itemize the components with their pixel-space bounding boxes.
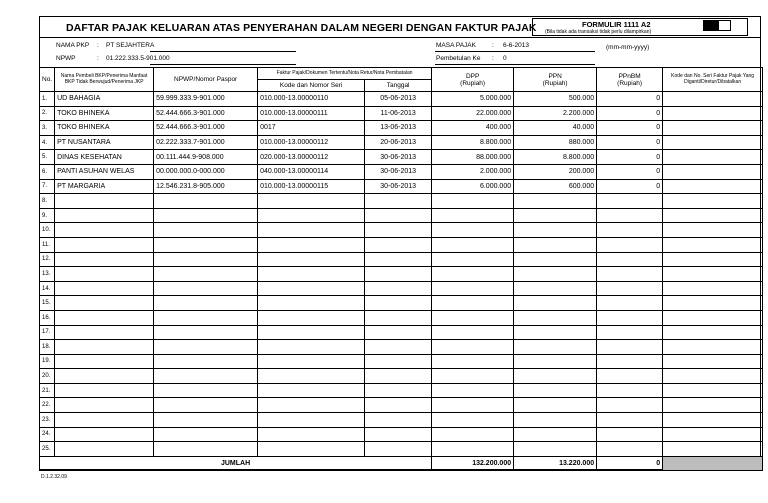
cell-seri xyxy=(663,413,763,428)
cell-npwp xyxy=(154,340,258,355)
cell-kode xyxy=(258,413,365,428)
cell-no: 3. xyxy=(40,121,55,136)
cell-ppn: 8.800.000 xyxy=(514,150,597,165)
cell-seri xyxy=(663,237,763,252)
cell-ppnbm xyxy=(597,194,663,209)
cell-no: 5. xyxy=(40,150,55,165)
nama-pkp-label: NAMA PKP xyxy=(56,42,90,49)
table-row xyxy=(40,310,763,325)
cell-kode: 0017 xyxy=(258,121,365,136)
cell-seri xyxy=(663,223,763,238)
cell-tanggal xyxy=(365,267,432,282)
cell-ppnbm xyxy=(597,237,663,252)
cell-npwp xyxy=(154,237,258,252)
cell-dpp xyxy=(432,208,514,223)
cell-dpp xyxy=(432,237,514,252)
cell-dpp xyxy=(432,223,514,238)
cell-tanggal xyxy=(365,208,432,223)
cell-npwp: 52.444.666.3-901.000 xyxy=(154,121,258,136)
cell-ppnbm xyxy=(597,369,663,384)
colon: : xyxy=(492,55,494,62)
cell-npwp: 12.546.231.8-905.000 xyxy=(154,179,258,194)
cell-npwp xyxy=(154,369,258,384)
cell-dpp xyxy=(432,296,514,311)
table-row xyxy=(40,164,763,179)
cell-ppnbm xyxy=(597,383,663,398)
table-row xyxy=(40,281,763,296)
cell-kode: 020.000-13.00000112 xyxy=(258,150,365,165)
cell-ppnbm: 0 xyxy=(597,135,663,150)
cell-no: 8. xyxy=(40,194,55,209)
total-label: JUMLAH xyxy=(40,456,432,471)
cell-no: 19. xyxy=(40,354,55,369)
cell-ppnbm xyxy=(597,281,663,296)
page-title: DAFTAR PAJAK KELUARAN ATAS PENYERAHAN DALAM NEGERI DENGAN FAKTUR PAJAK xyxy=(66,22,537,34)
cell-seri xyxy=(663,281,763,296)
masa-pajak-underline xyxy=(435,51,595,52)
cell-nama xyxy=(55,252,154,267)
dpp-unit: (Rupiah) xyxy=(460,79,486,87)
cell-no: 11. xyxy=(40,237,55,252)
table-row xyxy=(40,106,763,121)
cell-seri xyxy=(663,92,763,107)
cell-no: 6. xyxy=(40,164,55,179)
cell-tanggal: 11-06-2013 xyxy=(365,106,432,121)
col-ppn-header xyxy=(514,68,597,92)
cell-no: 23. xyxy=(40,413,55,428)
cell-nama xyxy=(55,325,154,340)
page-indicator-filled xyxy=(703,20,718,31)
ppn-label: PPN xyxy=(548,72,562,80)
table-row xyxy=(40,413,763,428)
cell-ppnbm xyxy=(597,208,663,223)
cell-dpp: 22.000.000 xyxy=(432,106,514,121)
cell-seri xyxy=(663,164,763,179)
cell-ppn: 200.000 xyxy=(514,164,597,179)
ppnbm-label: PPnBM xyxy=(618,72,641,80)
cell-ppn: 2.200.000 xyxy=(514,106,597,121)
table-row xyxy=(40,121,763,136)
cell-no: 7. xyxy=(40,179,55,194)
table-row xyxy=(40,442,763,457)
col-kode-seri-header: Kode dan No. Seri Faktur Pajak Yang Diganti/Diretur/Dibatalkan xyxy=(663,68,763,92)
cell-tanggal xyxy=(365,223,432,238)
col-npwp-header: NPWP/Nomor Paspor xyxy=(154,68,258,92)
table-row xyxy=(40,208,763,223)
cell-ppnbm xyxy=(597,413,663,428)
colon: : xyxy=(97,42,99,49)
cell-tanggal xyxy=(365,442,432,457)
cell-dpp: 8.800.000 xyxy=(432,135,514,150)
faktur-table xyxy=(39,67,763,471)
cell-seri xyxy=(663,427,763,442)
cell-no: 24. xyxy=(40,427,55,442)
npwp-label: NPWP xyxy=(56,55,76,62)
cell-ppnbm xyxy=(597,325,663,340)
pembetulan-underline xyxy=(435,64,595,65)
nama-pkp-value: PT SEJAHTERA xyxy=(106,42,155,49)
cell-ppnbm: 0 xyxy=(597,106,663,121)
cell-seri xyxy=(663,296,763,311)
cell-ppn xyxy=(514,252,597,267)
cell-ppn xyxy=(514,340,597,355)
cell-seri xyxy=(663,340,763,355)
col-kode-header: Kode dan Nomor Seri xyxy=(258,80,365,92)
cell-npwp: 59.999.333.9-901.000 xyxy=(154,92,258,107)
cell-seri xyxy=(663,310,763,325)
cell-npwp xyxy=(154,398,258,413)
cell-ppn xyxy=(514,296,597,311)
table-row xyxy=(40,92,763,107)
table-row xyxy=(40,398,763,413)
cell-dpp xyxy=(432,427,514,442)
cell-nama: TOKO BHINEKA xyxy=(55,121,154,136)
cell-no: 1. xyxy=(40,92,55,107)
cell-nama xyxy=(55,208,154,223)
cell-ppn xyxy=(514,369,597,384)
table-row xyxy=(40,150,763,165)
cell-seri xyxy=(663,325,763,340)
cell-npwp xyxy=(154,310,258,325)
cell-seri xyxy=(663,121,763,136)
cell-dpp xyxy=(432,442,514,457)
cell-dpp xyxy=(432,267,514,282)
dpp-label: DPP xyxy=(465,72,480,80)
cell-npwp xyxy=(154,194,258,209)
cell-no: 4. xyxy=(40,135,55,150)
col-nama-header: Nama Pembeli BKP/Penerima Manfaat BKP Tidak Berwujud/Penerima JKP xyxy=(55,68,154,92)
cell-kode xyxy=(258,398,365,413)
cell-ppn: 880.000 xyxy=(514,135,597,150)
table-row xyxy=(40,179,763,194)
cell-kode xyxy=(258,340,365,355)
total-empty-cell xyxy=(663,456,763,471)
table-row xyxy=(40,427,763,442)
cell-ppn xyxy=(514,442,597,457)
cell-ppnbm xyxy=(597,427,663,442)
form-code: D.1.2.32.09 xyxy=(41,474,67,480)
cell-tanggal: 13-06-2013 xyxy=(365,121,432,136)
cell-ppnbm: 0 xyxy=(597,150,663,165)
cell-ppn xyxy=(514,208,597,223)
cell-ppn xyxy=(514,427,597,442)
cell-seri xyxy=(663,442,763,457)
cell-ppnbm: 0 xyxy=(597,92,663,107)
cell-tanggal xyxy=(365,369,432,384)
cell-tanggal xyxy=(365,281,432,296)
ppn-unit: (Rupiah) xyxy=(542,79,568,87)
npwp-underline xyxy=(150,64,296,65)
masa-pajak-value: 6-6-2013 xyxy=(503,42,530,49)
col-dpp-header xyxy=(432,68,514,92)
cell-npwp: 00.000.000.0-000.000 xyxy=(154,164,258,179)
cell-nama: DINAS KESEHATAN xyxy=(55,150,154,165)
cell-ppnbm xyxy=(597,296,663,311)
cell-npwp xyxy=(154,442,258,457)
cell-ppn: 40.000 xyxy=(514,121,597,136)
cell-ppn xyxy=(514,223,597,238)
pembetulan-value: 0 xyxy=(503,55,507,62)
cell-no: 13. xyxy=(40,267,55,282)
cell-nama xyxy=(55,267,154,282)
cell-nama xyxy=(55,354,154,369)
cell-npwp xyxy=(154,427,258,442)
header-divider xyxy=(39,37,761,38)
cell-seri xyxy=(663,135,763,150)
cell-kode xyxy=(258,369,365,384)
cell-npwp: 52.444.666.3-901.000 xyxy=(154,106,258,121)
pembetulan-label: Pembetulan Ke xyxy=(436,55,481,62)
cell-nama xyxy=(55,296,154,311)
cell-ppnbm xyxy=(597,223,663,238)
formulir-title: FORMULIR 1111 A2 xyxy=(582,20,651,29)
cell-dpp: 6.000.000 xyxy=(432,179,514,194)
cell-seri xyxy=(663,150,763,165)
cell-npwp xyxy=(154,208,258,223)
cell-ppnbm xyxy=(597,354,663,369)
cell-no: 17. xyxy=(40,325,55,340)
cell-npwp xyxy=(154,252,258,267)
cell-seri xyxy=(663,252,763,267)
cell-no: 14. xyxy=(40,281,55,296)
cell-npwp: 00.111.444.9-908.000 xyxy=(154,150,258,165)
masa-pajak-label: MASA PAJAK xyxy=(436,42,476,49)
cell-no: 18. xyxy=(40,340,55,355)
cell-seri xyxy=(663,354,763,369)
cell-kode xyxy=(258,325,365,340)
cell-kode: 010.000-13.00000111 xyxy=(258,106,365,121)
cell-no: 10. xyxy=(40,223,55,238)
table-row xyxy=(40,369,763,384)
cell-no: 25. xyxy=(40,442,55,457)
cell-tanggal: 20-06-2013 xyxy=(365,135,432,150)
cell-dpp xyxy=(432,354,514,369)
cell-dpp xyxy=(432,281,514,296)
cell-ppn xyxy=(514,281,597,296)
table-row xyxy=(40,354,763,369)
total-ppnbm: 0 xyxy=(597,456,663,471)
cell-kode: 010.000-13.00000115 xyxy=(258,179,365,194)
cell-kode: 010.000-13.00000110 xyxy=(258,92,365,107)
cell-ppnbm: 0 xyxy=(597,121,663,136)
cell-nama xyxy=(55,383,154,398)
cell-tanggal xyxy=(365,194,432,209)
table-row xyxy=(40,223,763,238)
col-faktur-group-header: Faktur Pajak/Dokumen Tertentu/Nota Retur/Nota Pembatalan xyxy=(258,68,432,80)
cell-kode: 040.000-13.00000114 xyxy=(258,164,365,179)
cell-npwp xyxy=(154,354,258,369)
cell-nama xyxy=(55,369,154,384)
cell-ppnbm xyxy=(597,310,663,325)
page-indicator-empty xyxy=(718,20,731,31)
ppnbm-unit: (Rupiah) xyxy=(617,79,643,87)
table-row xyxy=(40,135,763,150)
table-row xyxy=(40,383,763,398)
cell-tanggal xyxy=(365,398,432,413)
cell-kode xyxy=(258,194,365,209)
table-row xyxy=(40,252,763,267)
cell-ppn xyxy=(514,354,597,369)
col-ppnbm-header xyxy=(597,68,663,92)
cell-tanggal: 05-06-2013 xyxy=(365,92,432,107)
col-tanggal-header: Tanggal xyxy=(365,80,432,92)
cell-nama xyxy=(55,413,154,428)
formulir-note: (Bila tidak ada transaksi tidak perlu dilampirkan) xyxy=(545,28,652,35)
cell-npwp xyxy=(154,325,258,340)
cell-seri xyxy=(663,267,763,282)
cell-seri xyxy=(663,179,763,194)
table-row xyxy=(40,194,763,209)
cell-npwp xyxy=(154,413,258,428)
cell-kode xyxy=(258,354,365,369)
cell-ppn xyxy=(514,398,597,413)
cell-nama xyxy=(55,310,154,325)
table-row xyxy=(40,325,763,340)
cell-npwp xyxy=(154,296,258,311)
cell-tanggal xyxy=(365,413,432,428)
cell-nama xyxy=(55,223,154,238)
cell-kode xyxy=(258,237,365,252)
cell-ppnbm xyxy=(597,398,663,413)
total-row xyxy=(40,456,763,471)
cell-seri xyxy=(663,369,763,384)
cell-tanggal: 30-06-2013 xyxy=(365,179,432,194)
table-row xyxy=(40,267,763,282)
cell-no: 2. xyxy=(40,106,55,121)
cell-tanggal xyxy=(365,325,432,340)
cell-kode xyxy=(258,427,365,442)
table-row xyxy=(40,340,763,355)
cell-ppnbm xyxy=(597,442,663,457)
cell-kode xyxy=(258,223,365,238)
cell-nama xyxy=(55,442,154,457)
table-row xyxy=(40,237,763,252)
cell-nama xyxy=(55,427,154,442)
cell-dpp xyxy=(432,383,514,398)
cell-nama: PANTI ASUHAN WELAS xyxy=(55,164,154,179)
cell-kode xyxy=(258,267,365,282)
cell-dpp: 5.000.000 xyxy=(432,92,514,107)
cell-kode xyxy=(258,310,365,325)
table-row xyxy=(40,296,763,311)
cell-ppn xyxy=(514,237,597,252)
cell-npwp xyxy=(154,223,258,238)
cell-npwp xyxy=(154,383,258,398)
cell-nama: UD BAHAGIA xyxy=(55,92,154,107)
cell-nama xyxy=(55,194,154,209)
cell-tanggal xyxy=(365,383,432,398)
cell-tanggal xyxy=(365,340,432,355)
npwp-value: 01.222.333.5-901.000 xyxy=(106,55,170,62)
cell-npwp: 02.222.333.7-901.000 xyxy=(154,135,258,150)
cell-seri xyxy=(663,383,763,398)
nama-pkp-underline xyxy=(150,51,296,52)
cell-ppn xyxy=(514,310,597,325)
cell-kode xyxy=(258,296,365,311)
cell-ppnbm xyxy=(597,340,663,355)
cell-tanggal xyxy=(365,354,432,369)
cell-kode xyxy=(258,442,365,457)
cell-no: 21. xyxy=(40,383,55,398)
cell-dpp xyxy=(432,369,514,384)
cell-kode: 010.000-13.00000112 xyxy=(258,135,365,150)
cell-nama: PT MARGARIA xyxy=(55,179,154,194)
cell-npwp xyxy=(154,267,258,282)
cell-nama xyxy=(55,340,154,355)
cell-nama xyxy=(55,281,154,296)
cell-dpp xyxy=(432,310,514,325)
cell-nama xyxy=(55,398,154,413)
colon: : xyxy=(97,55,99,62)
cell-ppn: 500.000 xyxy=(514,92,597,107)
cell-ppn xyxy=(514,194,597,209)
cell-kode xyxy=(258,252,365,267)
cell-seri xyxy=(663,106,763,121)
total-dpp: 132.200.000 xyxy=(432,456,514,471)
cell-kode xyxy=(258,383,365,398)
cell-ppn: 600.000 xyxy=(514,179,597,194)
cell-dpp xyxy=(432,194,514,209)
cell-ppnbm: 0 xyxy=(597,164,663,179)
cell-ppnbm: 0 xyxy=(597,179,663,194)
total-ppn: 13.220.000 xyxy=(514,456,597,471)
cell-tanggal xyxy=(365,310,432,325)
cell-tanggal xyxy=(365,296,432,311)
cell-dpp: 2.000.000 xyxy=(432,164,514,179)
masa-pajak-format: (mm-mm-yyyy) xyxy=(606,44,650,51)
cell-dpp xyxy=(432,252,514,267)
cell-seri xyxy=(663,208,763,223)
cell-dpp xyxy=(432,398,514,413)
cell-no: 12. xyxy=(40,252,55,267)
cell-no: 16. xyxy=(40,310,55,325)
cell-dpp: 88.000.000 xyxy=(432,150,514,165)
cell-no: 20. xyxy=(40,369,55,384)
cell-no: 9. xyxy=(40,208,55,223)
cell-dpp xyxy=(432,325,514,340)
cell-kode xyxy=(258,208,365,223)
cell-dpp: 400.000 xyxy=(432,121,514,136)
cell-tanggal xyxy=(365,237,432,252)
cell-ppn xyxy=(514,383,597,398)
cell-no: 15. xyxy=(40,296,55,311)
cell-tanggal: 30-06-2013 xyxy=(365,164,432,179)
cell-ppnbm xyxy=(597,252,663,267)
col-no-header: No. xyxy=(40,68,55,92)
cell-ppn xyxy=(514,325,597,340)
cell-dpp xyxy=(432,340,514,355)
colon: : xyxy=(492,42,494,49)
cell-ppnbm xyxy=(597,267,663,282)
cell-npwp xyxy=(154,281,258,296)
cell-ppn xyxy=(514,413,597,428)
cell-no: 22. xyxy=(40,398,55,413)
cell-seri xyxy=(663,194,763,209)
cell-tanggal xyxy=(365,252,432,267)
cell-tanggal: 30-06-2013 xyxy=(365,150,432,165)
cell-seri xyxy=(663,398,763,413)
cell-nama: TOKO BHINEKA xyxy=(55,106,154,121)
cell-nama: PT NUSANTARA xyxy=(55,135,154,150)
table-body xyxy=(40,92,763,457)
cell-ppn xyxy=(514,267,597,282)
cell-nama xyxy=(55,237,154,252)
cell-tanggal xyxy=(365,427,432,442)
cell-dpp xyxy=(432,413,514,428)
cell-kode xyxy=(258,281,365,296)
